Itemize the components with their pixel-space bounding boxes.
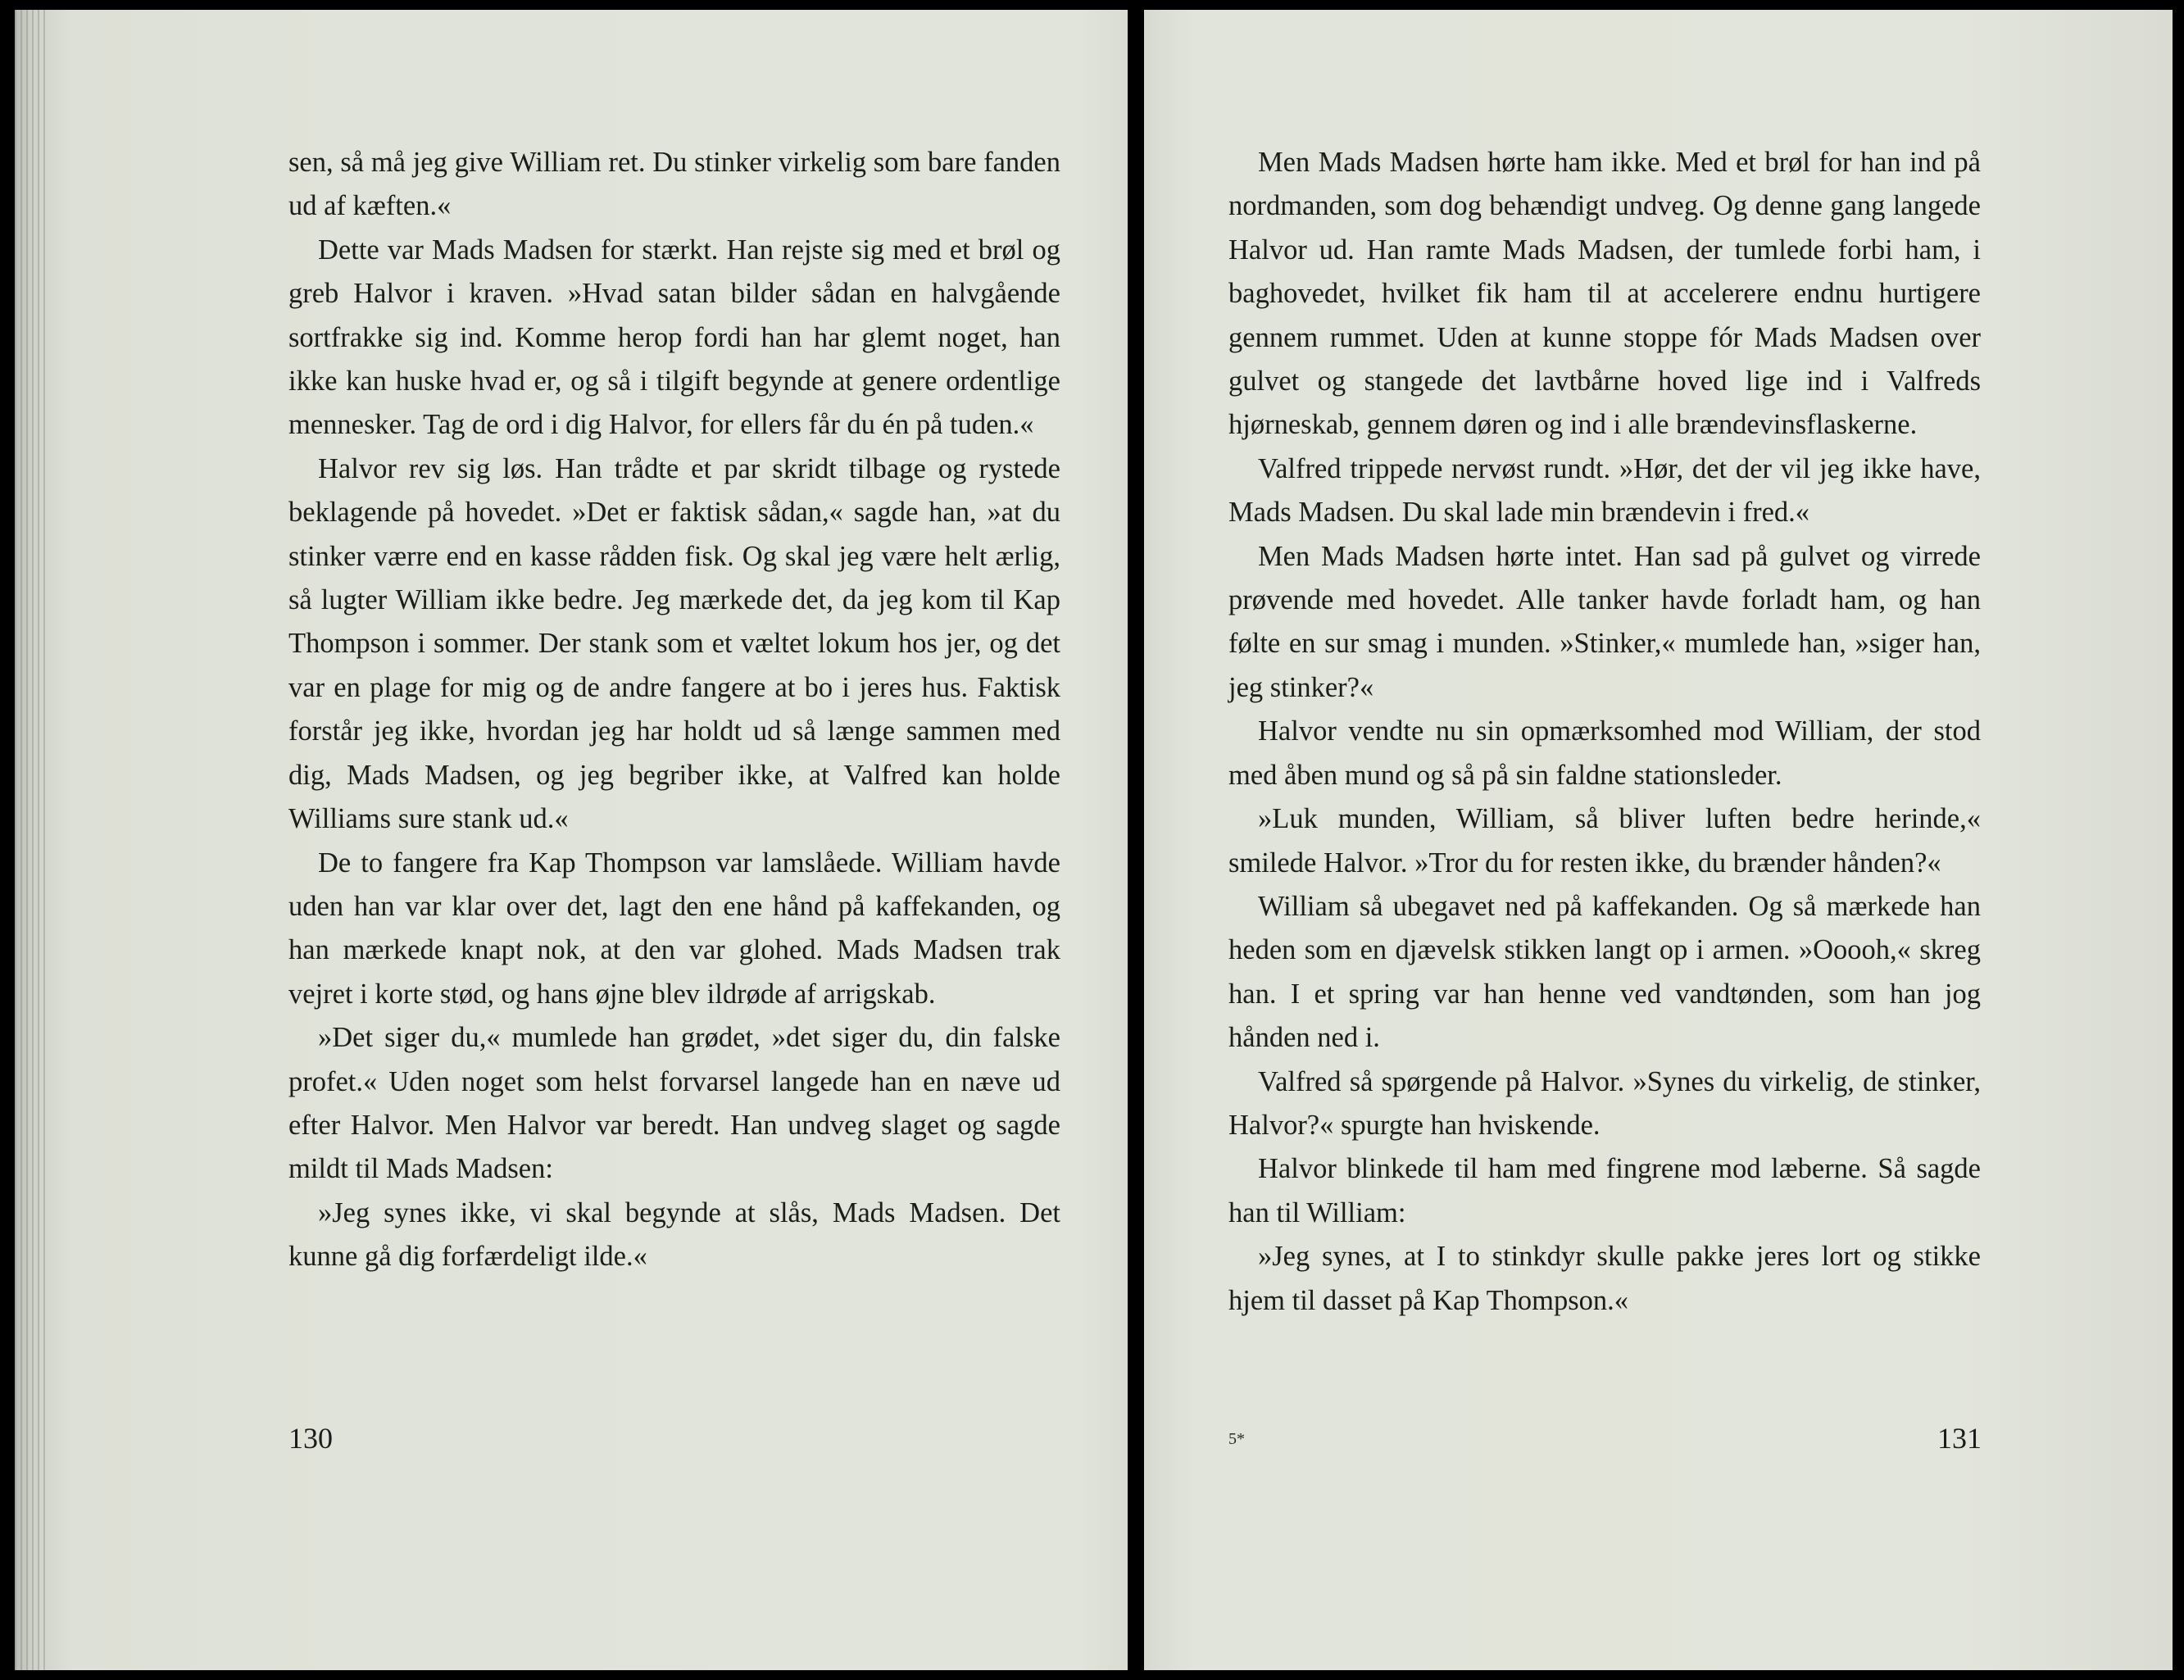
page-edge-stack — [15, 10, 48, 1670]
right-page — [1144, 10, 2173, 1670]
printer-signature-mark: 5* — [1228, 1430, 1245, 1448]
paragraph: »Jeg synes, at I to stinkdyr skulle pakke jeres lort og stikke hjem til dasset på Kap Thompson.« — [1228, 1241, 1981, 1316]
paragraph: »Luk munden, William, så bliver luften bedre herinde,« smilede Halvor. »Tror du for resten ikke, du brænder hånden?« — [1228, 803, 1981, 879]
paragraph: Men Mads Madsen hørte intet. Han sad på gulvet og virrede prøvende med hovedet. Alle tanker havde forladt ham, og han følte en sur smag i munden. »Stinker,« mumlede han, »siger han, jeg stinker?« — [1228, 540, 1981, 703]
paragraph: Dette var Mads Madsen for stærkt. Han rejste sig med et brøl og greb Halvor i kraven. »Hvad satan bilder sådan en halvgående sortfrakke sig ind. Komme herop fordi han har glemt noget, han ikke kan huske hvad er, og så i tilgift begynde at genere ordentlige mennesker. Tag de ord i dig Halvor, for ellers får du én på tuden.« — [288, 234, 1060, 441]
paragraph: »Det siger du,« mumlede han grødet, »det siger du, din falske profet.« Uden noget som helst forvarsel langede han en næve ud efter Halvor. Men Halvor var beredt. Han undveg slaget og sagde mildt til Mads Madsen: — [288, 1022, 1060, 1185]
paragraph: De to fangere fra Kap Thompson var lamslåede. William havde uden han var klar over det, lagt den ene hånd på kaffekanden, og han mærkede knapt nok, at den var glohed. Mads Madsen trak vejret i korte stød, og hans øjne blev ildrøde af arrigskab. — [288, 847, 1060, 1010]
paragraph: Men Mads Madsen hørte ham ikke. Med et brøl for han ind på nordmanden, som dog behændigt undveg. Og denne gang langede Halvor ud. Han ramte Mads Madsen, der tumlede forbi ham, i baghovedet, hvilket fik ham til at accelerere endnu hurtigere gennem rummet. Uden at kunne stoppe fór Mads Madsen over gulvet og stangede det lavtbårne hoved lige ind i Valfreds hjørneskab, gennem døren og ind i alle brændevinsflaskerne. — [1228, 147, 1981, 441]
left-page-text — [288, 141, 1060, 1279]
left-page — [15, 10, 1128, 1670]
paragraph: Halvor blinkede til ham med fingrene mod læberne. Så sagde han til William: — [1228, 1153, 1981, 1228]
paragraph: sen, så må jeg give William ret. Du stinker virkelig som bare fanden ud af kæften.« — [288, 147, 1060, 222]
paragraph: Halvor vendte nu sin opmærksomhed mod William, der stod med åben mund og så på sin faldne stationsleder. — [1228, 715, 1981, 791]
page-number-left: 130 — [288, 1422, 333, 1455]
paragraph: Valfred så spørgende på Halvor. »Synes du virkelig, de stinker, Halvor?« spurgte han hviskende. — [1228, 1065, 1981, 1141]
paragraph: Halvor rev sig løs. Han trådte et par skridt tilbage og rystede beklagende på hovedet. »Det er faktisk sådan,« sagde han, »at du stinker værre end en kasse rådden fisk. Og skal jeg være helt ærlig, så lugter William ikke bedre. Jeg mærkede det, da jeg kom til Kap Thompson i sommer. Der stank som et væltet lokum hos jer, og det var en plage for mig og de andre fangere at bo i jeres hus. Faktisk forstår jeg ikke, hvordan jeg har holdt ud så længe sammen med dig, Mads Madsen, og jeg begriber ikke, at Valfred kan holde Williams sure stank ud.« — [288, 452, 1060, 835]
paragraph: »Jeg synes ikke, vi skal begynde at slås, Mads Madsen. Det kunne gå dig forfærdeligt ilde.« — [288, 1196, 1060, 1273]
right-page-text — [1228, 141, 1981, 1323]
paragraph: William så ubegavet ned på kaffekanden. Og så mærkede han heden som en djævelsk stikken langt op i armen. »Ooooh,« skreg han. I et spring var han henne ved vandtønden, som han jog hånden ned i. — [1228, 890, 1981, 1054]
page-number-right: 131 — [1937, 1422, 1982, 1455]
paragraph: Valfred trippede nervøst rundt. »Hør, det der vil jeg ikke have, Mads Madsen. Du skal lade min brændevin i fred.« — [1228, 452, 1981, 529]
